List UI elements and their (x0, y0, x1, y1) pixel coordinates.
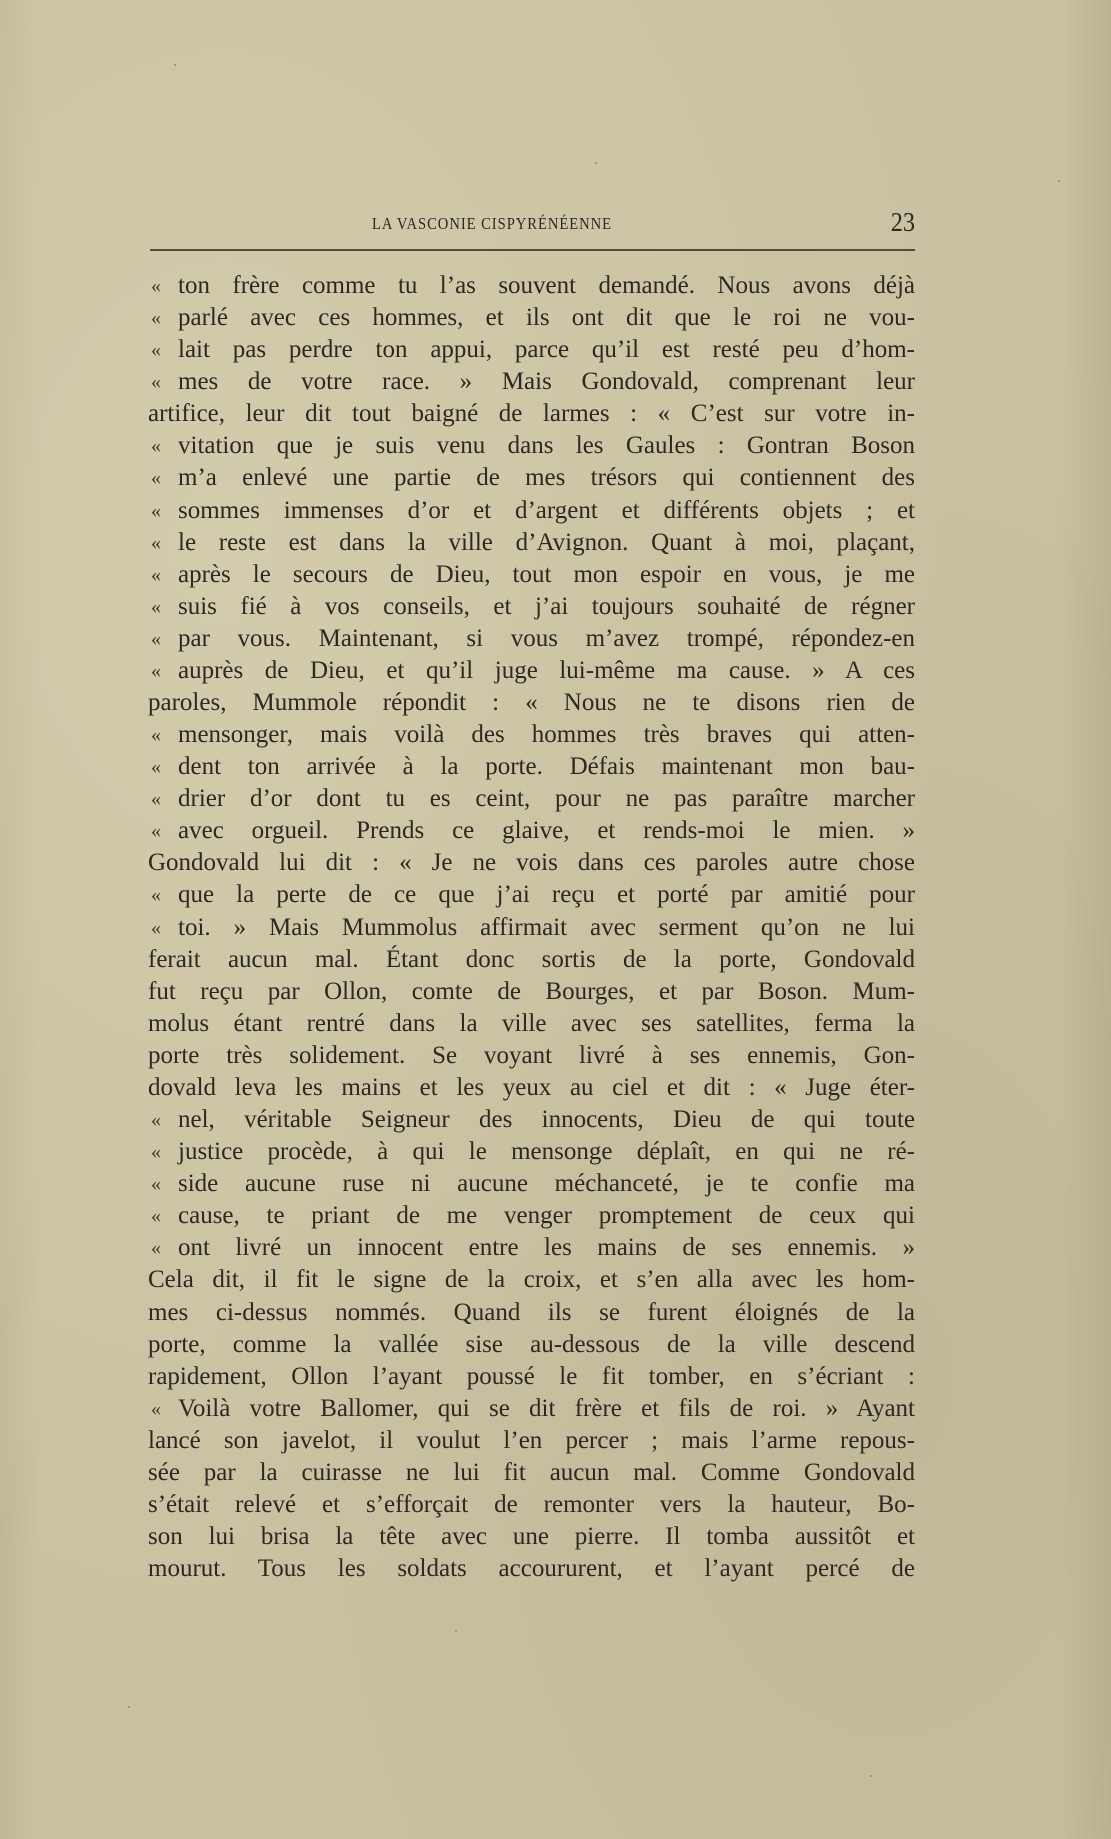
text-line-content: mourut. Tous les soldats accoururent, et l’ayant percé de (148, 1555, 915, 1583)
text-line (148, 527, 915, 559)
quote-mark: « (151, 595, 161, 618)
text-line (148, 366, 915, 398)
text-line (148, 1008, 915, 1040)
text-line (148, 270, 915, 302)
text-line (148, 655, 915, 687)
quote-mark: « (151, 1237, 161, 1260)
text-line (148, 976, 915, 1008)
text-line-content: vitation que je suis venu dans les Gaules : Gontran Boson (178, 432, 915, 460)
text-line (148, 1040, 915, 1072)
text-line-content: mes de votre race. » Mais Gondovald, comprenant leur (178, 368, 915, 396)
quote-mark: « (151, 499, 161, 522)
text-line-content: toi. » Mais Mummolus affirmait avec serment qu’on ne lui (178, 913, 915, 941)
header-rule (150, 249, 915, 251)
text-line (148, 1200, 915, 1232)
text-line-content: lancé son javelot, il voulut l’en percer ; mais l’arme repous- (148, 1426, 915, 1454)
text-line-content: dovald leva les mains et les yeux au ciel et dit : « Juge éter- (148, 1073, 915, 1101)
text-line-content: par vous. Maintenant, si vous m’avez trompé, répondez-en (178, 624, 915, 652)
quote-mark: « (151, 531, 161, 554)
text-line (148, 591, 915, 623)
text-line-content: mensonger, mais voilà des hommes très braves qui atten- (178, 721, 915, 749)
text-line (148, 783, 915, 815)
text-line-content: son lui brisa la tête avec une pierre. Il tomba aussitôt et (148, 1523, 915, 1551)
text-line-content: mes ci-dessus nommés. Quand ils se furent éloignés de la (148, 1298, 915, 1326)
text-line (148, 687, 915, 719)
text-line-content: ferait aucun mal. Étant donc sortis de la porte, Gondovald (148, 945, 915, 973)
text-line (148, 1168, 915, 1200)
text-line-content: nel, véritable Seigneur des innocents, Dieu de qui toute (178, 1106, 915, 1134)
running-head-title: LA VASCONIE CISPYRÉNÉENNE (372, 214, 613, 233)
text-line-content: sommes immenses d’or et d’argent et différents objets ; et (178, 496, 915, 524)
text-line-content: le reste est dans la ville d’Avignon. Quant à moi, plaçant, (178, 528, 915, 556)
quote-mark: « (151, 435, 161, 458)
text-line (148, 751, 915, 783)
text-line-content: molus étant rentré dans la ville avec ses satellites, ferma la (148, 1009, 915, 1037)
text-line-content: paroles, Mummole répondit : « Nous ne te disons rien de (148, 689, 915, 717)
quote-mark: « (151, 1397, 161, 1420)
quote-mark: « (151, 339, 161, 362)
paper-speck (174, 64, 176, 66)
text-line-content: ont livré un innocent entre les mains de ses ennemis. » (178, 1234, 915, 1262)
text-line (148, 879, 915, 911)
quote-mark: « (151, 820, 161, 843)
text-line-content: avec orgueil. Prends ce glaive, et rends-moi le mien. » (178, 817, 915, 845)
text-line-content: artifice, leur dit tout baigné de larmes : « C’est sur votre in- (148, 400, 915, 428)
paper-speck (870, 1775, 872, 1777)
text-line (148, 1297, 915, 1329)
text-line-content: parlé avec ces hommes, et ils ont dit que le roi ne vou- (178, 304, 915, 332)
quote-mark: « (151, 724, 161, 747)
text-line-content: Voilà votre Ballomer, qui se dit frère et fils de roi. » Ayant (178, 1394, 915, 1422)
text-line (148, 1072, 915, 1104)
text-line (148, 847, 915, 879)
page-number: 23 (890, 207, 915, 237)
quote-mark: « (151, 563, 161, 586)
quote-mark: « (151, 884, 161, 907)
text-line (148, 495, 915, 527)
text-line-content: cause, te priant de me venger promptement de ceux qui (178, 1202, 915, 1230)
text-line (148, 1264, 915, 1296)
quote-mark: « (151, 1109, 161, 1132)
text-line (148, 559, 915, 591)
text-line (148, 334, 915, 366)
text-line-content: fut reçu par Ollon, comte de Bourges, et par Boson. Mum- (148, 977, 915, 1005)
text-line-content: m’a enlevé une partie de mes trésors qui contiennent des (178, 464, 915, 492)
quote-mark: « (151, 659, 161, 682)
text-line-content: dent ton arrivée à la porte. Défais maintenant mon bau- (178, 753, 915, 781)
text-line (148, 815, 915, 847)
text-line (148, 1136, 915, 1168)
quote-mark: « (151, 1173, 161, 1196)
paper-speck (1058, 180, 1060, 182)
quote-mark: « (151, 371, 161, 394)
text-line (148, 623, 915, 655)
text-line (148, 1521, 915, 1553)
text-line-content: Cela dit, il fit le signe de la croix, et s’en alla avec les hom- (148, 1266, 915, 1294)
text-line (148, 1393, 915, 1425)
quote-mark: « (151, 1205, 161, 1228)
text-line (148, 1329, 915, 1361)
text-line-content: Gondovald lui dit : « Je ne vois dans ces paroles autre chose (148, 849, 915, 877)
text-line (148, 1457, 915, 1489)
text-line-content: sée par la cuirasse ne lui fit aucun mal. Comme Gondovald (148, 1458, 915, 1486)
text-line (148, 1361, 915, 1393)
text-line (148, 302, 915, 334)
text-line-content: side aucune ruse ni aucune méchanceté, je te confie ma (178, 1170, 915, 1198)
text-line (148, 1553, 915, 1585)
text-line-content: s’était relevé et s’efforçait de remonter vers la hauteur, Bo- (148, 1490, 915, 1518)
quote-mark: « (151, 1141, 161, 1164)
body-text (148, 270, 915, 1585)
text-line (148, 1489, 915, 1521)
text-line-content: drier d’or dont tu es ceint, pour ne pas paraître marcher (178, 785, 915, 813)
running-head (148, 208, 915, 238)
text-line (148, 944, 915, 976)
paper-speck (455, 1630, 457, 1632)
quote-mark: « (151, 788, 161, 811)
quote-mark: « (151, 467, 161, 490)
text-line-content: suis fié à vos conseils, et j’ai toujours souhaité de régner (178, 592, 915, 620)
text-line-content: lait pas perdre ton appui, parce qu’il est resté peu d’hom- (178, 336, 915, 364)
text-line (148, 1425, 915, 1457)
text-line (148, 462, 915, 494)
text-line-content: porte, comme la vallée sise au-dessous de la ville descend (148, 1330, 915, 1358)
text-line-content: après le secours de Dieu, tout mon espoir en vous, je me (178, 560, 915, 588)
text-line-content: rapidement, Ollon l’ayant poussé le fit tomber, en s’écriant : (148, 1362, 915, 1390)
quote-mark: « (151, 756, 161, 779)
text-line-content: ton frère comme tu l’as souvent demandé. Nous avons déjà (178, 272, 915, 299)
paper-speck (128, 1706, 130, 1708)
paper-speck (595, 162, 597, 164)
text-line (148, 719, 915, 751)
text-line-content: que la perte de ce que j’ai reçu et porté par amitié pour (178, 881, 915, 909)
text-line (148, 398, 915, 430)
text-line-content: auprès de Dieu, et qu’il juge lui-même ma cause. » A ces (178, 656, 915, 684)
text-line (148, 912, 915, 944)
quote-mark: « (151, 916, 161, 939)
text-line-content: porte très solidement. Se voyant livré à ses ennemis, Gon- (148, 1041, 915, 1069)
text-line (148, 1104, 915, 1136)
quote-mark: « (151, 275, 161, 297)
text-line-content: justice procède, à qui le mensonge déplaît, en qui ne ré- (178, 1138, 915, 1166)
quote-mark: « (151, 627, 161, 650)
text-line (148, 1232, 915, 1264)
quote-mark: « (151, 307, 161, 330)
text-line (148, 430, 915, 462)
